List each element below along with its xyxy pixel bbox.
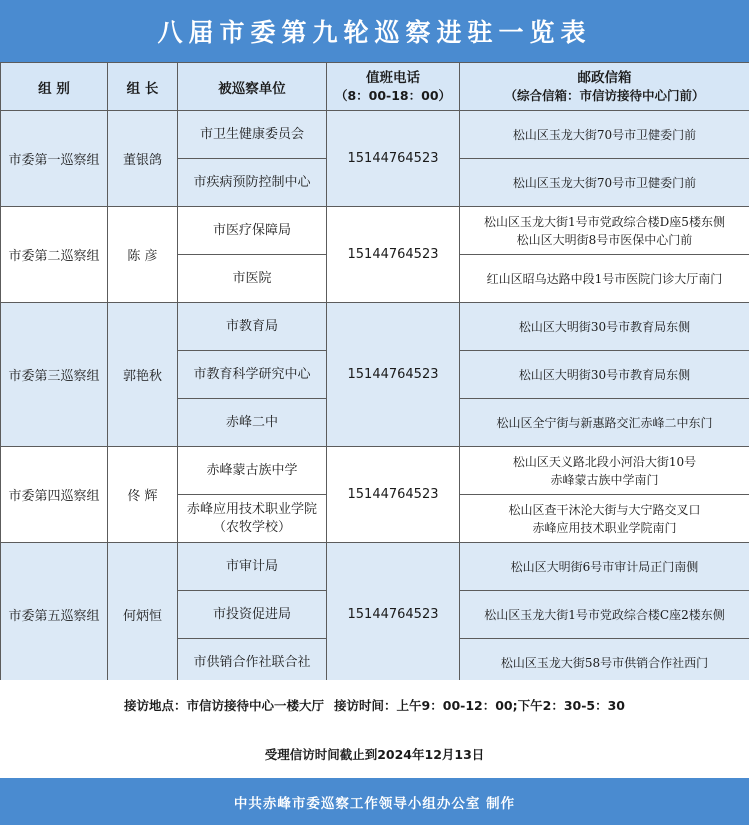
inspected-unit xyxy=(178,351,327,399)
unit-line: 赤峰二中 xyxy=(225,414,278,430)
footer-bar xyxy=(0,778,749,825)
inspected-unit xyxy=(178,495,327,543)
mailbox-address xyxy=(460,207,749,255)
mailbox-line: 松山区大明街30号市教育局东侧 xyxy=(518,367,691,382)
inspected-unit xyxy=(178,399,327,447)
deadline-row xyxy=(0,730,749,779)
unit-line: （农牧学校） xyxy=(212,519,291,535)
mailbox-address xyxy=(460,303,749,351)
group-name: 市委第三巡察组 xyxy=(1,303,108,447)
schedule-table xyxy=(0,62,749,687)
group-name: 市委第四巡察组 xyxy=(1,447,108,543)
header-unit: 被巡察单位 xyxy=(178,63,327,111)
visit-place: 市信访接待中心一楼大厅 xyxy=(186,698,325,713)
unit-line: 市医院 xyxy=(232,270,272,286)
mailbox-line: 松山区大明街6号市审计局正门南侧 xyxy=(510,559,699,574)
inspected-unit xyxy=(178,543,327,591)
mailbox-line: 松山区大明街8号市医保中心门前 xyxy=(516,232,693,247)
duty-phone: 15144764523 xyxy=(327,303,460,447)
inspected-unit xyxy=(178,111,327,159)
mailbox-address xyxy=(460,111,749,159)
mailbox-line: 松山区全宁街与新惠路交汇赤峰二中东门 xyxy=(496,415,713,430)
header-group: 组 别 xyxy=(1,63,108,111)
group-leader: 何炳恒 xyxy=(108,543,178,687)
table-row xyxy=(1,303,749,351)
visit-place-label: 接访地点： xyxy=(124,698,187,713)
unit-line: 市投资促进局 xyxy=(212,606,291,622)
mailbox-address xyxy=(460,591,749,639)
header-leader: 组 长 xyxy=(108,63,178,111)
header-phone-hours: （8：00-18：00） xyxy=(334,87,452,103)
visit-info-row xyxy=(0,680,749,731)
table-header-row xyxy=(1,63,749,111)
group-name: 市委第一巡察组 xyxy=(1,111,108,207)
group-leader: 董银鸽 xyxy=(108,111,178,207)
table-row xyxy=(1,207,749,255)
inspected-unit xyxy=(178,591,327,639)
mailbox-address xyxy=(460,495,749,543)
duty-phone: 15144764523 xyxy=(327,447,460,543)
visit-time: 上午9：00-12：00;下午2：30-5：30 xyxy=(396,698,625,713)
page-title: 八届市委第九轮巡察进驻一览表 xyxy=(157,18,592,47)
mailbox-line: 松山区玉龙大街1号市党政综合楼D座5楼东侧 xyxy=(484,214,725,229)
mailbox-line: 松山区玉龙大街70号市卫健委门前 xyxy=(512,175,697,190)
unit-line: 市审计局 xyxy=(225,558,278,574)
header-mail-title: 邮政信箱 xyxy=(577,69,632,86)
unit-line: 市疾病预防控制中心 xyxy=(193,174,311,190)
mailbox-address xyxy=(460,351,749,399)
duty-phone: 15144764523 xyxy=(327,111,460,207)
mailbox-line: 松山区玉龙大街58号市供销合作社西门 xyxy=(500,655,709,670)
deadline-text: 受理信访时间截止到2024年12月13日 xyxy=(264,747,485,762)
mailbox-address xyxy=(460,255,749,303)
mailbox-line: 赤峰蒙古族中学南门 xyxy=(550,472,659,487)
table-body xyxy=(1,111,749,687)
inspected-unit xyxy=(178,303,327,351)
header-phone xyxy=(327,63,460,111)
group-leader: 佟 辉 xyxy=(108,447,178,543)
unit-line: 市卫生健康委员会 xyxy=(199,126,304,142)
mailbox-line: 松山区玉龙大街70号市卫健委门前 xyxy=(512,127,697,142)
duty-phone: 15144764523 xyxy=(327,207,460,303)
mailbox-line: 松山区天义路北段小河沿大街10号 xyxy=(512,454,697,469)
mailbox-address xyxy=(460,399,749,447)
inspected-unit xyxy=(178,255,327,303)
header-mailbox xyxy=(460,63,749,111)
inspected-unit xyxy=(178,159,327,207)
unit-line: 市供销合作社联合社 xyxy=(193,654,311,670)
unit-line: 市医疗保障局 xyxy=(212,222,291,238)
header-phone-title: 值班电话 xyxy=(366,69,420,86)
mailbox-address xyxy=(460,159,749,207)
unit-line: 市教育局 xyxy=(225,318,278,334)
group-name: 市委第五巡察组 xyxy=(1,543,108,687)
table-row xyxy=(1,447,749,495)
footer-text: 中共赤峰市委巡察工作领导小组办公室 制作 xyxy=(233,795,516,812)
unit-line: 赤峰应用技术职业学院 xyxy=(186,501,317,517)
duty-phone: 15144764523 xyxy=(327,543,460,687)
header-mail-note: （综合信箱：市信访接待中心门前） xyxy=(504,87,705,103)
mailbox-line: 松山区查干沐沦大街与大宁路交叉口 xyxy=(508,502,701,517)
mailbox-line: 松山区玉龙大街1号市党政综合楼C座2楼东侧 xyxy=(484,607,725,622)
title-bar xyxy=(0,0,749,64)
unit-line: 市教育科学研究中心 xyxy=(193,366,311,382)
unit-line: 赤峰蒙古族中学 xyxy=(206,462,298,478)
group-leader: 陈 彦 xyxy=(108,207,178,303)
mailbox-line: 松山区大明街30号市教育局东侧 xyxy=(518,319,691,334)
table-row xyxy=(1,111,749,159)
mailbox-address xyxy=(460,543,749,591)
mailbox-line: 赤峰应用技术职业学院南门 xyxy=(532,520,677,535)
mailbox-line: 红山区昭乌达路中段1号市医院门诊大厅南门 xyxy=(486,271,723,286)
table-row xyxy=(1,543,749,591)
group-leader: 郭艳秋 xyxy=(108,303,178,447)
inspected-unit xyxy=(178,207,327,255)
visit-time-label: 接访时间： xyxy=(334,698,397,713)
mailbox-address xyxy=(460,447,749,495)
group-name: 市委第二巡察组 xyxy=(1,207,108,303)
inspected-unit xyxy=(178,447,327,495)
